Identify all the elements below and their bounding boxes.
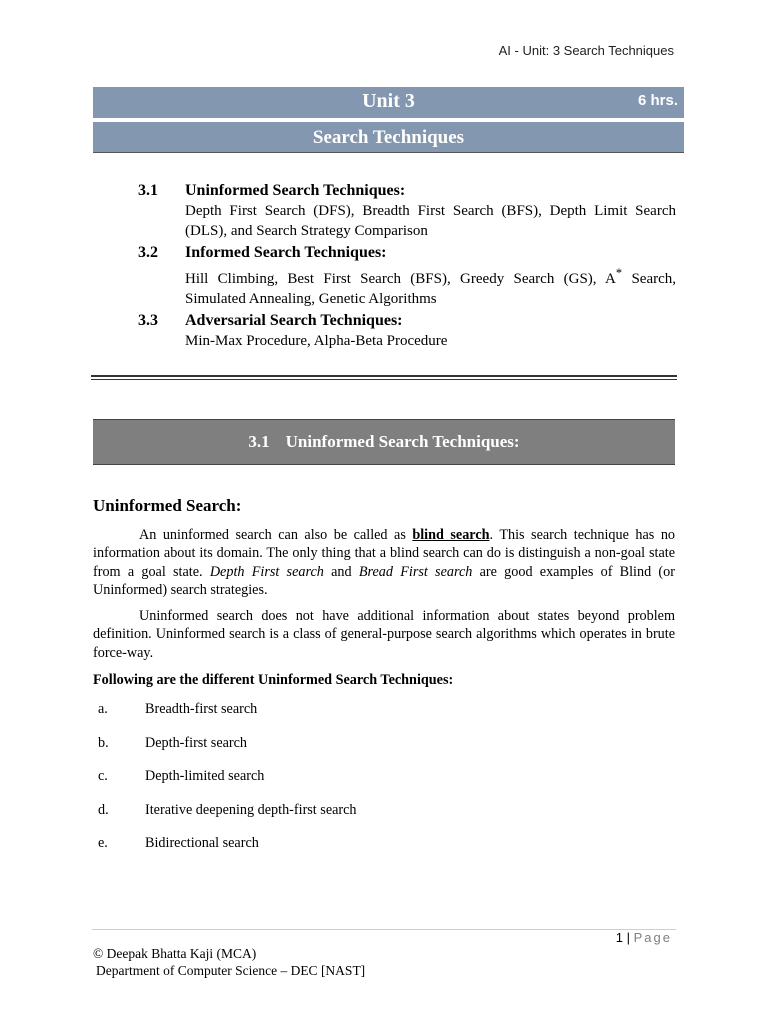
section-number: 3.1 <box>248 432 270 451</box>
footer-rule <box>92 929 676 930</box>
section-divider <box>91 379 677 380</box>
toc-description: Depth First Search (DFS), Breadth First Search (BFS), Depth Limit Search (DLS), and Search Strategy Comparison <box>185 203 676 239</box>
unit-hours: 6 hrs. <box>637 92 678 109</box>
list-item: b. Depth-first search <box>98 734 248 751</box>
list-item: c. Depth-limited search <box>98 768 265 784</box>
section-banner <box>93 419 675 465</box>
list-item: e. Bidirectional search <box>98 835 259 851</box>
toc-item <box>138 181 676 241</box>
toc-number: 3.3 <box>138 312 158 329</box>
technique-list <box>98 700 357 868</box>
list-lead: Following are the different Uninformed Search Techniques: <box>93 672 454 688</box>
page-number: 1 | Page <box>615 930 672 945</box>
toc-heading: Adversarial Search Techniques: <box>185 312 403 329</box>
running-header: AI - Unit: 3 Search Techniques <box>498 43 674 58</box>
banner-underline <box>93 152 684 153</box>
blind-search-term: blind search <box>412 527 490 543</box>
superscript-star: * <box>615 266 623 280</box>
list-item: a. Breadth-first search <box>98 701 258 717</box>
list-item: d. Iterative deepening depth-first search <box>98 801 357 818</box>
section-title: Uninformed Search Techniques: <box>285 432 520 451</box>
paragraph: Uninformed search does not have additional information about states beyond problem definition. Uninformed search is a class of general-purpose search algorithms which operates in brute force-way. <box>93 608 675 661</box>
toc-number: 3.2 <box>138 244 158 261</box>
footer-author: © Deepak Bhatta Kaji (MCA) <box>93 946 257 961</box>
toc-item <box>138 311 676 351</box>
toc-heading: Informed Search Techniques: <box>185 244 387 261</box>
toc-item <box>138 243 676 309</box>
unit-title: Unit 3 <box>362 90 415 112</box>
toc-heading: Uninformed Search Techniques: <box>185 182 406 199</box>
unit-contents <box>138 181 676 353</box>
toc-description: Hill Climbing, Best First Search (BFS), Greedy Search (GS), A* Search, Simulated Annealing, Genetic Algorithms <box>185 266 676 307</box>
toc-description: Min-Max Procedure, Alpha-Beta Procedure <box>185 333 448 349</box>
unit-subtitle: Search Techniques <box>312 127 465 148</box>
unit-subtitle-banner <box>93 122 684 152</box>
footer-department: Department of Computer Science – DEC [NAST] <box>96 963 366 978</box>
subheading: Uninformed Search: <box>93 496 242 515</box>
section-divider <box>91 375 677 377</box>
unit-banner <box>93 87 684 118</box>
toc-number: 3.1 <box>138 182 158 199</box>
paragraph: An uninformed search can also be called as blind search. This search technique has no information about its domain. The only thing that a blind search can do is distinguish a non-goal state from a goal state. Depth First search and Bread First search are good examples of Blind (or Uninformed) search strategies. <box>93 527 676 598</box>
